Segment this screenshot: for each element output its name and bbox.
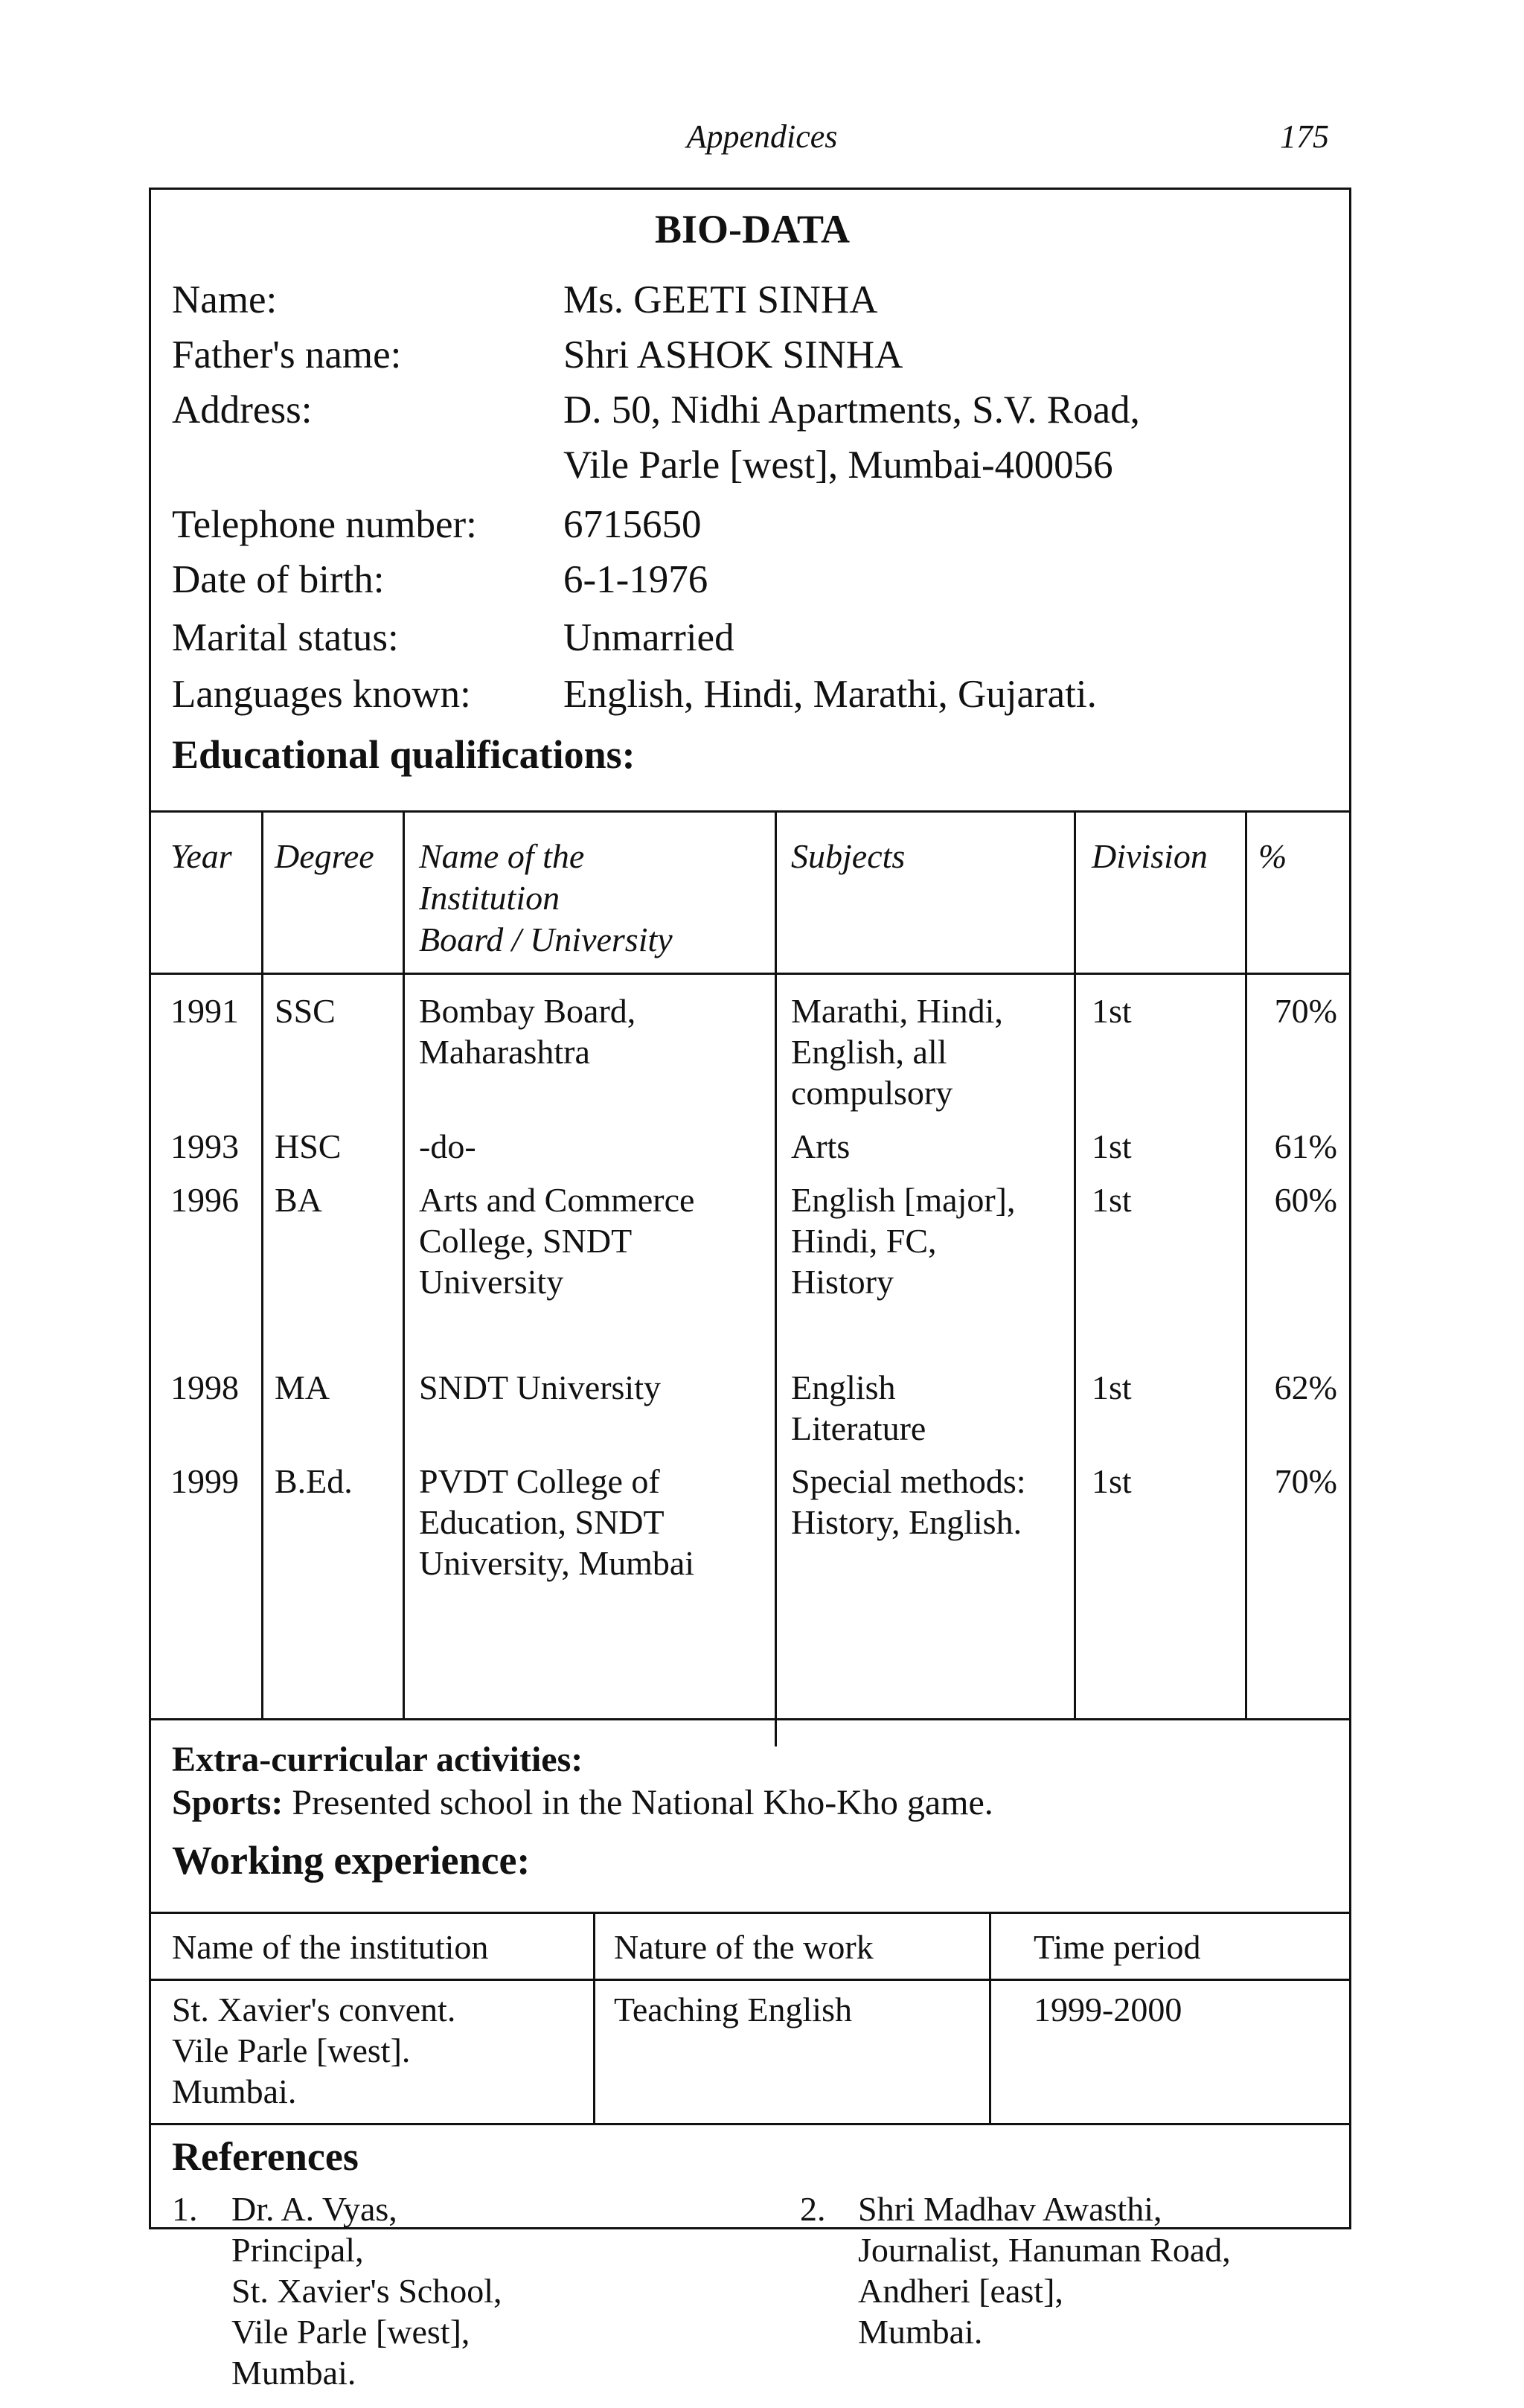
cell-line: History	[791, 1263, 894, 1301]
sports-text: Presented school in the National Kho-Kho game.	[292, 1783, 993, 1822]
column-divider	[403, 810, 405, 1718]
field-label: Date of birth:	[172, 558, 385, 601]
cell-percent: 70%	[1274, 992, 1337, 1030]
cell-line: College, SNDT	[419, 1222, 633, 1260]
reference-number: 2.	[800, 2190, 826, 2228]
running-header: Appendices	[686, 118, 838, 155]
cell-percent: 62%	[1274, 1368, 1337, 1406]
field-label: Address:	[172, 388, 313, 432]
work-cell-period: 1999-2000	[1034, 1991, 1182, 2028]
reference-line: Mumbai.	[858, 2313, 983, 2351]
cell-institution	[419, 990, 635, 1072]
cell-line: Arts	[791, 1127, 851, 1165]
cell-degree: HSC	[275, 1127, 342, 1165]
cell-degree: B.Ed.	[275, 1462, 353, 1500]
table-top-rule	[151, 810, 1349, 813]
reference-item	[231, 2188, 502, 2393]
cell-division: 1st	[1092, 1368, 1132, 1406]
cell-degree: MA	[275, 1368, 330, 1406]
cell-subjects	[791, 990, 1003, 1113]
work-column-period: Time period	[1034, 1928, 1201, 1966]
reference-line: Andheri [east],	[858, 2272, 1063, 2310]
cell-subjects	[791, 1367, 926, 1449]
cell-line: -do-	[419, 1127, 476, 1165]
education-heading: Educational qualifications:	[172, 732, 635, 777]
work-column-institution: Name of the institution	[172, 1928, 489, 1966]
column-divider	[1245, 810, 1247, 1718]
cell-line: Marathi, Hindi,	[791, 992, 1003, 1030]
header-line: Institution	[419, 879, 560, 917]
column-header-percent: %	[1258, 837, 1287, 875]
field-label: Name:	[172, 278, 278, 321]
column-divider	[989, 1912, 991, 2123]
cell-line: English	[791, 1368, 896, 1406]
cell-percent: 61%	[1274, 1127, 1337, 1165]
sports-label: Sports:	[172, 1783, 284, 1822]
cell-institution	[419, 1179, 694, 1302]
field-value: D. 50, Nidhi Apartments, S.V. Road,	[563, 388, 1140, 432]
field-label: Telephone number:	[172, 503, 477, 546]
cell-line: Vile Parle [west].	[172, 2031, 411, 2069]
reference-line: Vile Parle [west],	[231, 2313, 470, 2351]
field-value: Shri ASHOK SINHA	[563, 333, 903, 377]
work-table-bottom-rule	[151, 2123, 1349, 2125]
work-cell-nature: Teaching English	[614, 1991, 852, 2028]
field-value: Vile Parle [west], Mumbai-400056	[563, 444, 1113, 487]
reference-line: Shri Madhav Awasthi,	[858, 2190, 1162, 2228]
work-column-nature: Nature of the work	[614, 1928, 874, 1966]
cell-line: Mumbai.	[172, 2072, 297, 2110]
cell-line: Maharashtra	[419, 1033, 590, 1071]
sports-line	[172, 1782, 993, 1823]
cell-year: 1999	[170, 1462, 239, 1500]
column-header-division: Division	[1092, 837, 1208, 875]
cell-subjects	[791, 1179, 1016, 1302]
reference-line: Mumbai.	[231, 2354, 356, 2392]
reference-line: Journalist, Hanuman Road,	[858, 2231, 1231, 2269]
cell-line: University	[419, 1263, 564, 1301]
cell-division: 1st	[1092, 1462, 1132, 1500]
extra-curricular-heading: Extra-curricular activities:	[172, 1740, 583, 1779]
references-heading: References	[172, 2134, 359, 2179]
cell-line: Literature	[791, 1409, 926, 1447]
cell-line: St. Xavier's convent.	[172, 1991, 456, 2028]
cell-line: Special methods:	[791, 1462, 1026, 1500]
cell-line: Hindi, FC,	[791, 1222, 937, 1260]
cell-percent: 70%	[1274, 1462, 1337, 1500]
cell-line: English, all	[791, 1033, 947, 1071]
reference-line: Principal,	[231, 2231, 364, 2269]
cell-subjects	[791, 1461, 1026, 1543]
page-number: 175	[1280, 118, 1329, 155]
reference-number: 1.	[172, 2190, 198, 2228]
work-table-top-rule	[151, 1912, 1349, 1914]
column-divider	[261, 810, 263, 1718]
cell-line: English [major],	[791, 1181, 1016, 1219]
table-header-rule	[151, 973, 1349, 975]
cell-institution	[419, 1461, 694, 1584]
cell-line: Arts and Commerce	[419, 1181, 695, 1219]
field-value: Ms. GEETI SINHA	[563, 278, 878, 321]
header-line: Board / University	[419, 920, 673, 958]
cell-line: SNDT University	[419, 1368, 661, 1406]
cell-institution	[419, 1126, 476, 1167]
column-header-degree: Degree	[275, 837, 374, 875]
field-value: 6715650	[563, 503, 702, 546]
cell-year: 1996	[170, 1181, 239, 1219]
cell-division: 1st	[1092, 1181, 1132, 1219]
field-value: 6-1-1976	[563, 558, 708, 601]
work-cell-institution	[172, 1989, 455, 2112]
cell-line: Bombay Board,	[419, 992, 636, 1030]
cell-degree: SSC	[275, 992, 336, 1030]
field-value: English, Hindi, Marathi, Gujarati.	[563, 673, 1097, 716]
cell-year: 1998	[170, 1368, 239, 1406]
cell-subjects	[791, 1126, 850, 1167]
cell-line: Education, SNDT	[419, 1503, 665, 1541]
cell-line: University, Mumbai	[419, 1544, 695, 1582]
column-divider	[593, 1912, 595, 2123]
bio-data-frame	[149, 188, 1351, 2392]
cell-year: 1991	[170, 992, 239, 1030]
column-divider	[1074, 810, 1076, 1718]
field-label: Marital status:	[172, 616, 399, 659]
reference-item	[858, 2188, 1231, 2352]
cell-division: 1st	[1092, 1127, 1132, 1165]
cell-year: 1993	[170, 1127, 239, 1165]
bio-data-title: BIO-DATA	[654, 207, 850, 252]
cell-line: PVDT College of	[419, 1462, 660, 1500]
cell-percent: 60%	[1274, 1181, 1337, 1219]
field-label: Father's name:	[172, 333, 402, 377]
header-line: Name of the	[419, 837, 585, 875]
working-experience-heading: Working experience:	[172, 1838, 531, 1883]
table-bottom-rule	[151, 1718, 1349, 1720]
column-divider	[775, 810, 777, 1746]
field-value: Unmarried	[563, 616, 734, 659]
column-header-institution	[419, 836, 673, 961]
cell-division: 1st	[1092, 992, 1132, 1030]
cell-line: compulsory	[791, 1074, 953, 1112]
field-label: Languages known:	[172, 673, 471, 716]
cell-degree: BA	[275, 1181, 322, 1219]
reference-line: St. Xavier's School,	[231, 2272, 502, 2310]
cell-line: History, English.	[791, 1503, 1022, 1541]
reference-line: Dr. A. Vyas,	[231, 2190, 397, 2228]
column-header-subjects: Subjects	[791, 837, 906, 875]
work-table-header-rule	[151, 1979, 1349, 1981]
cell-institution	[419, 1367, 661, 1408]
column-header-year: Year	[170, 837, 232, 875]
